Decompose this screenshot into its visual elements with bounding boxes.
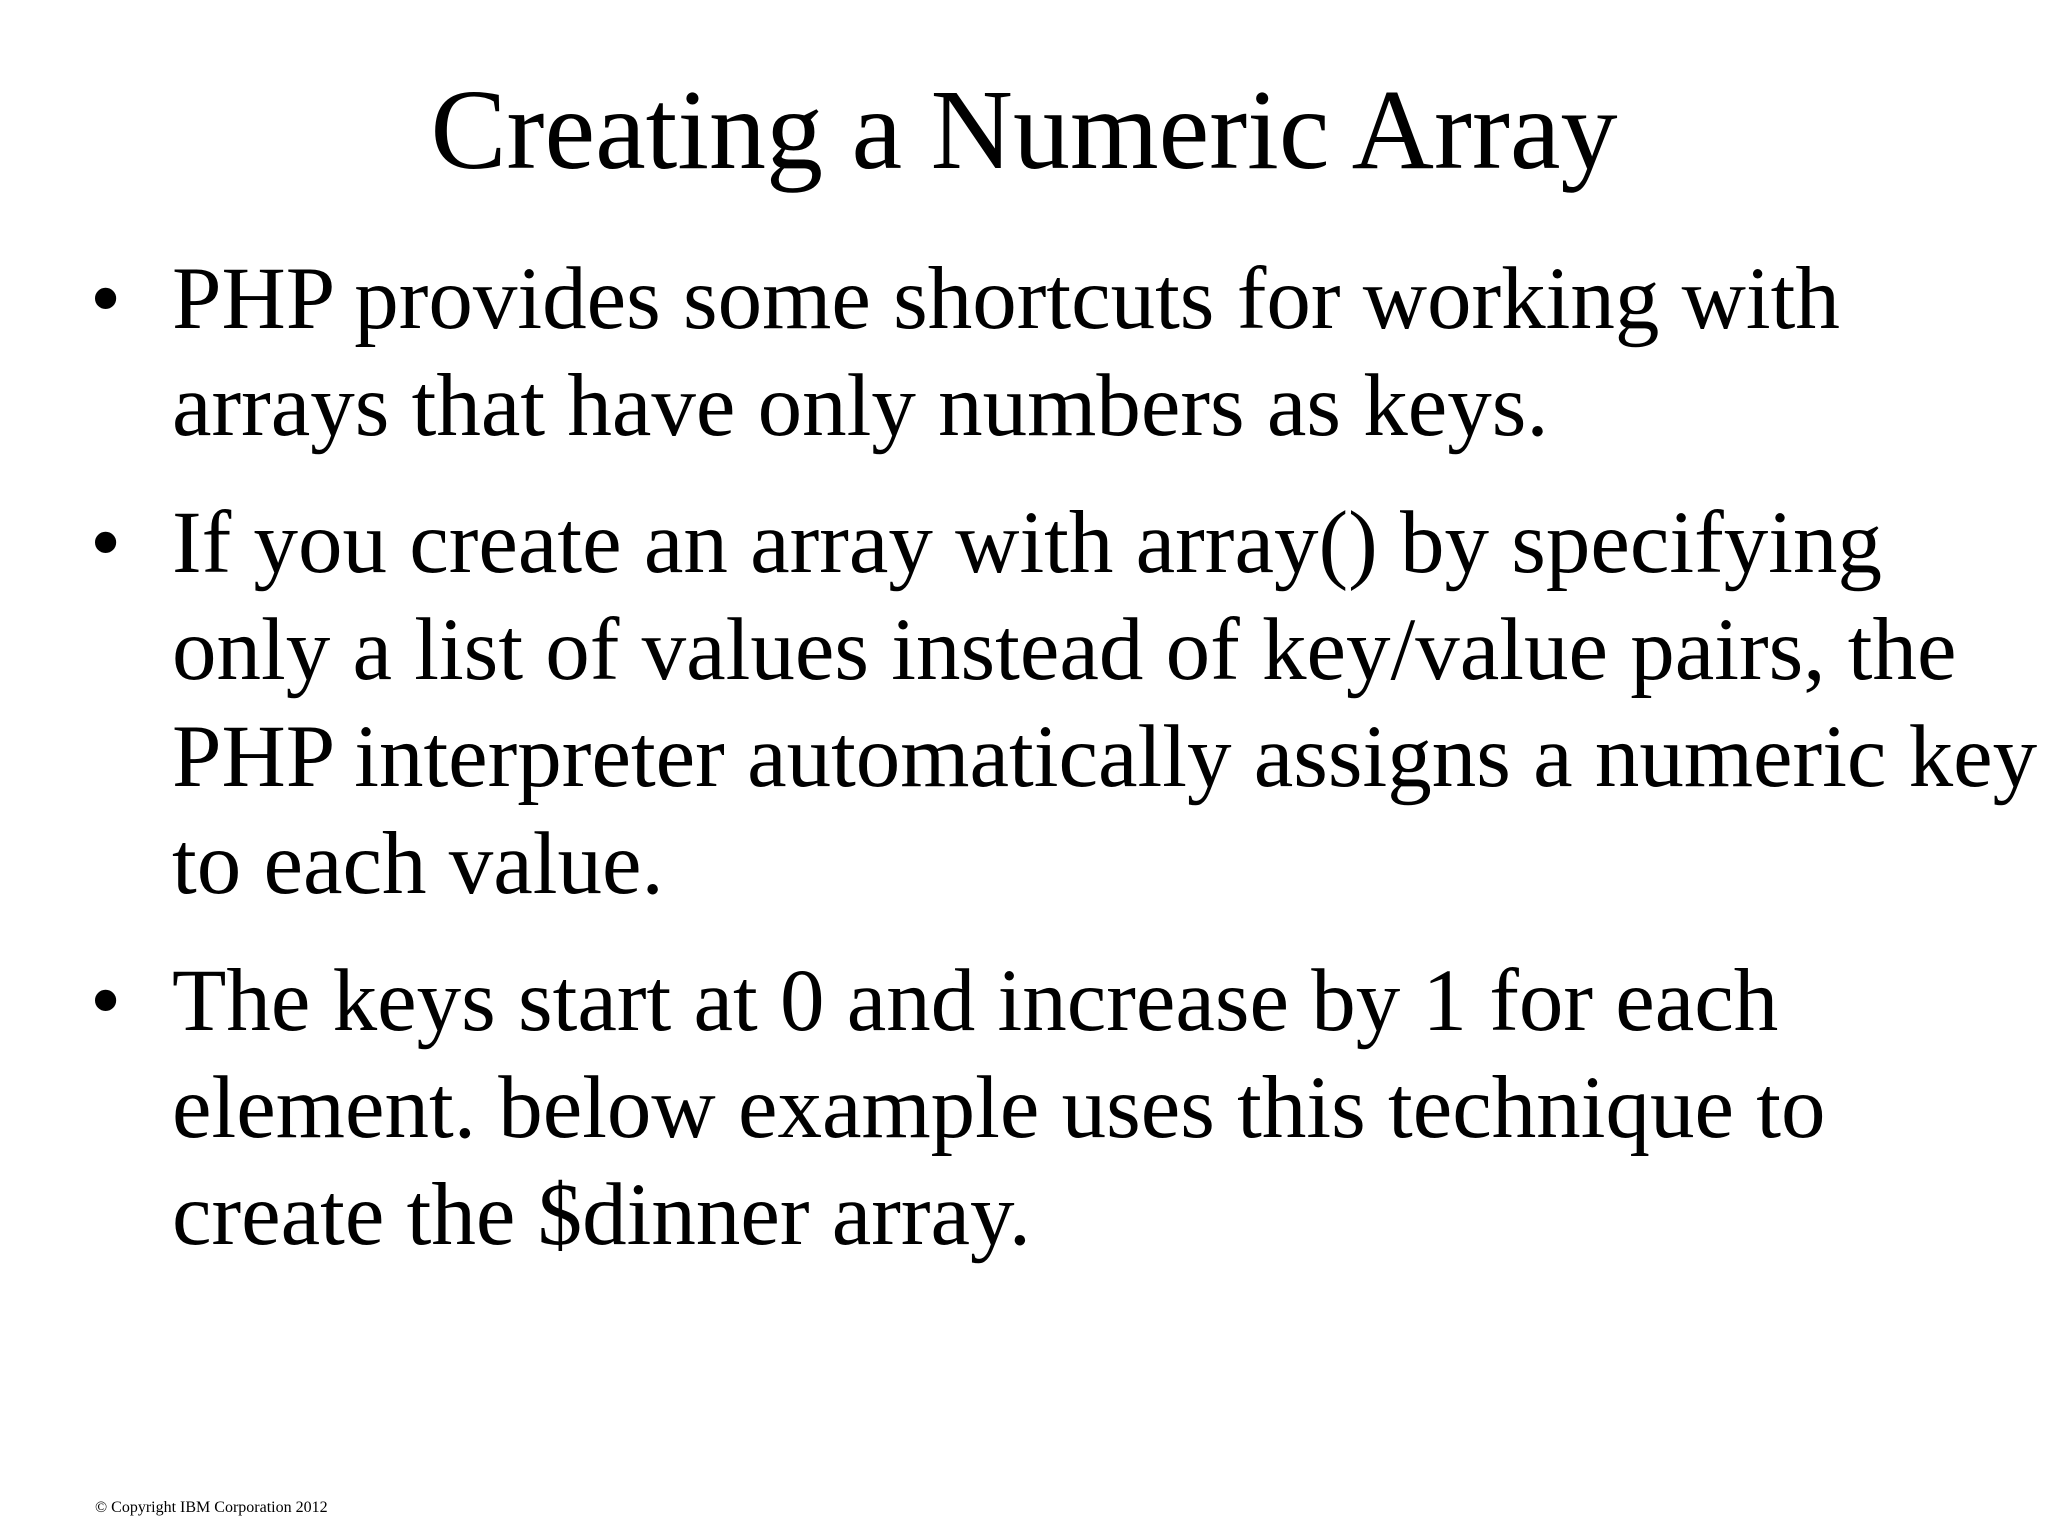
bullet-icon: • (90, 952, 122, 1050)
bullet-item (90, 246, 1990, 460)
bullet-list (90, 246, 2038, 1299)
bullet-text: PHP provides some shortcuts for working with arrays that have only numbers as keys. (172, 250, 1840, 455)
bullet-item (90, 948, 1990, 1269)
bullet-text: The keys start at 0 and increase by 1 for each element. below example uses this technique to create the $dinner array. (172, 952, 1826, 1264)
bullet-icon: • (90, 250, 122, 348)
bullet-icon: • (90, 494, 122, 592)
copyright-footer: © Copyright IBM Corporation 2012 (95, 1499, 328, 1516)
bullet-text: If you create an array with array() by specifying only a list of values instead of key/value pairs, the PHP interpreter automatically assigns a numeric key to each value. (172, 494, 2038, 913)
slide-title: Creating a Numeric Array (430, 66, 1618, 193)
bullet-item (90, 490, 2038, 918)
